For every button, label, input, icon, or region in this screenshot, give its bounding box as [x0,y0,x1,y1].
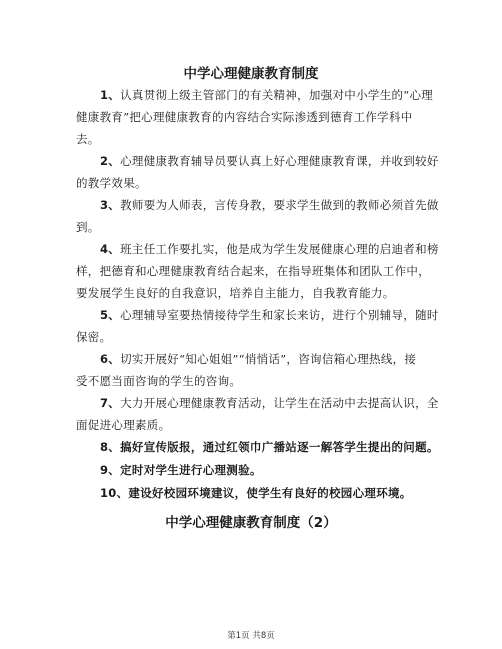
paragraph-10 [76,482,428,504]
line: 健康教育”把心理健康教育的内容结合实际渗透到德育工作学科中 [76,110,413,124]
line: 心理健康教育辅导员要认真上好心理健康教育课，并收到较好 [120,154,439,168]
document-title: 中学心理健康教育制度 [183,66,319,82]
line: 去。 [76,132,100,146]
bold-line: 10、建设好校园环境建议，使学生有良好的校园心理环境。 [100,486,412,500]
line: 切实开展好“知心姐姐”“悄悄话”，咨询信箱心理热线，接 [120,352,417,366]
item-number: 4、 [100,242,121,256]
item-number: 2、 [100,154,121,168]
bold-line: 9、定时对学生进行心理测验。 [100,463,262,477]
paragraph-3 [76,194,439,238]
line: 样，把德育和心理健康教育结合起来，在指导班集体和团队工作中， [76,264,430,278]
line: 认真贯彻上级主管部门的有关精神，加强对中小学生的“心理 [120,88,434,102]
line: 到。 [76,220,100,234]
line: 大力开展心理健康教育活动，让学生在活动中去提高认识，全 [120,396,439,410]
section-title-2: 中学心理健康教育制度（2） [165,515,337,531]
page-footer: 第1页 共8页 [227,631,275,641]
paragraph-6 [76,348,428,392]
paragraph-8 [76,436,439,458]
paragraph-1 [76,84,434,150]
item-number: 1、 [100,88,121,102]
line: 心理辅导室要热情接待学生和家长来访，进行个别辅导，随时 [120,308,439,322]
line: 班主任工作要扎实，他是成为学生发展健康心理的启迪者和榜 [120,242,439,256]
item-number: 6、 [100,352,121,366]
paragraph-5 [76,304,439,348]
line: 受不愿当面咨询的学生的咨询。 [76,374,242,388]
paragraph-4 [76,238,439,304]
line: 要发展学生良好的自我意识，培养自主能力，自我教育能力。 [76,286,395,300]
item-number: 7、 [100,396,121,410]
paragraph-7 [76,392,439,436]
paragraph-9 [76,459,428,481]
line: 教师要为人师表，言传身教，要求学生做到的教师必须首先做 [120,198,439,212]
paragraph-2 [76,150,439,194]
line: 的教学效果。 [76,176,147,190]
item-number: 3、 [100,198,121,212]
line: 保密。 [76,330,112,344]
line: 面促进心理素质。 [76,418,171,432]
item-number: 5、 [100,308,121,322]
bold-line: 8、搞好宣传版报，通过红领巾广播站逐一解答学生提出的问题。 [100,440,439,454]
